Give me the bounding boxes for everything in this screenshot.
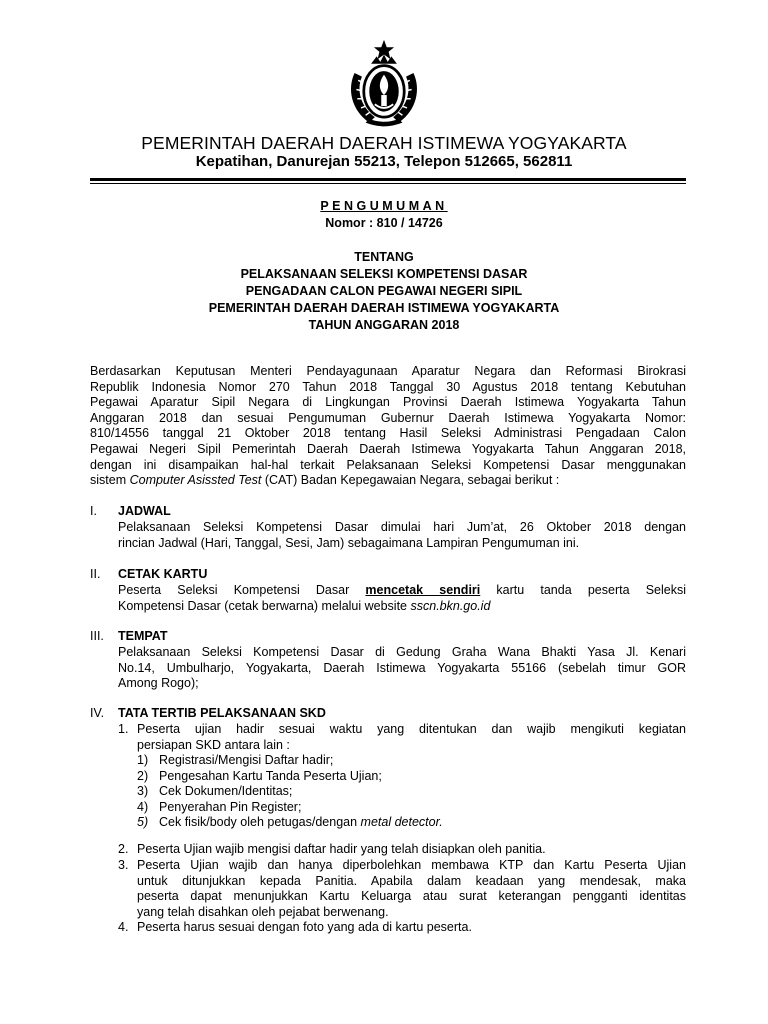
section-line: rincian Jadwal (Hari, Tanggal, Sesi, Jam) sebagaimana Lampiran Pengumuman ini. [118,535,580,550]
section-line [118,583,686,599]
intro-line: Pegawai Negeri Sipil Pemerintah Daerah Daerah Istimewa Yogyakarta Tahun Anggaran 2018, [90,441,686,456]
title-line: PELAKSANAAN SELEKSI KOMPETENSI DASAR [240,267,528,281]
list-line: Peserta Ujian wajib dan hanya diperbolehkan membawa KTP dan Kartu Peserta Ujian [137,858,686,872]
government-name: PEMERINTAH DAERAH DAERAH ISTIMEWA YOGYAKARTA [141,133,627,153]
section-title: TEMPAT [118,629,168,643]
emphasis-text: mencetak sendiri [365,583,481,597]
intro-line: Anggaran 2018 dan sesuai Pengumuman Gubernur Daerah Istimewa Yogyakarta Nomor: [90,410,686,425]
section-cetak-kartu-text [118,583,686,614]
section-number: IV. [90,706,105,720]
sub-list-italic-text: metal detector. [360,815,443,830]
list-item [118,858,686,920]
section-line: Pelaksanaan Seleksi Kompetensi Dasar di Gedung Graha Wana Bhakti Yasa Jl. Kenari [118,645,686,659]
yogyakarta-crest-icon [338,38,430,130]
list-line: Peserta ujian hadir sesuai waktu yang ditentukan dan wajib mengikuti kegiatan [137,722,686,736]
section-line: Pelaksanaan Seleksi Kompetensi Dasar dimulai hari Jum’at, 26 Oktober 2018 dengan [118,520,686,534]
list-number: 2. [118,842,129,856]
title-line: PEMERINTAH DAERAH DAERAH ISTIMEWA YOGYAKARTA [208,301,560,315]
list-line: yang telah disahkan oleh pejabat berwenang. [137,904,389,919]
sub-list-text: Pengesahan Kartu Tanda Peserta Ujian; [159,768,382,783]
section-title: JADWAL [118,504,171,518]
letterhead-divider-thin [90,183,686,184]
sub-list-item [137,784,443,800]
section-title: CETAK KARTU [118,567,208,581]
section-line [118,599,686,615]
list-item [118,842,686,858]
sub-list-number: 2) [137,768,149,783]
sub-list-text: Registrasi/Mengisi Daftar hadir; [159,753,334,767]
intro-paragraph [90,364,686,489]
section-jadwal-heading [90,504,171,520]
tata-tertib-item-1 [118,722,686,753]
section-cetak-kartu-heading [90,567,207,583]
section-line: Among Rogo); [118,676,199,691]
announcement-heading: PENGUMUMAN [320,199,448,213]
section-jadwal-text [118,520,686,551]
intro-line: Berdasarkan Keputusan Menteri Pendayagunaan Aparatur Negara dan Reformasi Birokrasi [90,364,686,378]
section-number: II. [90,567,101,581]
title-line: TENTANG [354,250,414,264]
intro-text: sistem [90,473,130,488]
list-line: Peserta harus sesuai dengan foto yang ada di kartu peserta. [137,920,472,934]
intro-line: 810/14556 tanggal 21 Oktober 2018 tentang Hasil Seleksi Administrasi Pengadaan Calon [90,426,686,441]
announcement-title [0,249,768,334]
sub-list-number: 4) [137,799,149,814]
list-item [118,920,686,936]
tata-tertib-subitems [137,753,443,831]
section-number: I. [90,504,97,518]
list-number: 1. [118,722,129,736]
government-address: Kepatihan, Danurejan 55213, Telepon 512665, 562811 [195,153,573,170]
announcement-number: Nomor : 810 / 14726 [325,216,443,230]
tata-tertib-item-2 [118,842,686,858]
sub-list-text: Cek fisik/body oleh petugas/dengan [159,815,361,830]
section-tempat-heading [90,629,168,645]
list-line: untuk ditunjukkan kepada Panitia. Apabila dalam keadaan yang mendesak, maka [137,873,686,888]
intro-text: (CAT) Badan Kepegawaian Negara, sebagai berikut : [261,473,560,488]
sub-list-number: 3) [137,784,149,799]
list-line: Peserta Ujian wajib mengisi daftar hadir yang telah disiapkan oleh panitia. [137,842,546,856]
list-line: persiapan SKD antara lain : [137,737,290,752]
title-line: TAHUN ANGGARAN 2018 [308,318,460,332]
letterhead-divider [90,178,686,181]
section-tata-tertib-heading [90,706,326,722]
intro-line [90,473,686,489]
sub-list-number: 5) [137,815,149,830]
section-number: III. [90,629,104,643]
section-text: Kompetensi Dasar (cetak berwarna) melalui website [118,598,411,613]
list-number: 4. [118,920,129,934]
intro-line: dengan ini disampaikan hal-hal terkait Pelaksanaan Seleksi Kompetensi Dasar menggunakan [90,457,686,472]
section-text: Peserta Seleksi Kompetensi Dasar [118,583,366,597]
website-text: sscn.bkn.go.id [410,598,491,613]
list-line: peserta dapat menunjukkan Kartu Keluarga atau surat keterangan pengganti identitas [137,889,686,904]
tata-tertib-item-4 [118,920,686,936]
section-title: TATA TERTIB PELAKSANAAN SKD [118,706,326,720]
list-number: 3. [118,858,129,872]
sub-list-item [137,753,443,769]
section-text: kartu tanda peserta Seleksi [480,583,686,597]
intro-line: Republik Indonesia Nomor 270 Tahun 2018 Tanggal 30 Agustus 2018 tentang Kebutuhan [90,379,686,394]
tata-tertib-item-3 [118,858,686,920]
list-item [118,722,686,753]
section-line: No.14, Umbulharjo, Yogyakarta, Daerah Istimewa Yogyakarta 55166 (sebelah timur GOR [118,660,686,675]
intro-line: Pegawai Aparatur Sipil Negara di Lingkungan Provinsi Daerah Istimewa Yogyakarta Tahun [90,395,686,410]
sub-list-number: 1) [137,753,149,767]
sub-list-item [137,800,443,816]
sub-list-item [137,769,443,785]
sub-list-text: Cek Dokumen/Identitas; [159,784,293,799]
sub-list-text: Penyerahan Pin Register; [159,799,302,814]
section-tempat-text [118,645,686,692]
sub-list-item [137,815,443,831]
intro-italic-text: Computer Asissted Test [129,473,262,488]
title-line: PENGADAAN CALON PEGAWAI NEGERI SIPIL [245,284,523,298]
